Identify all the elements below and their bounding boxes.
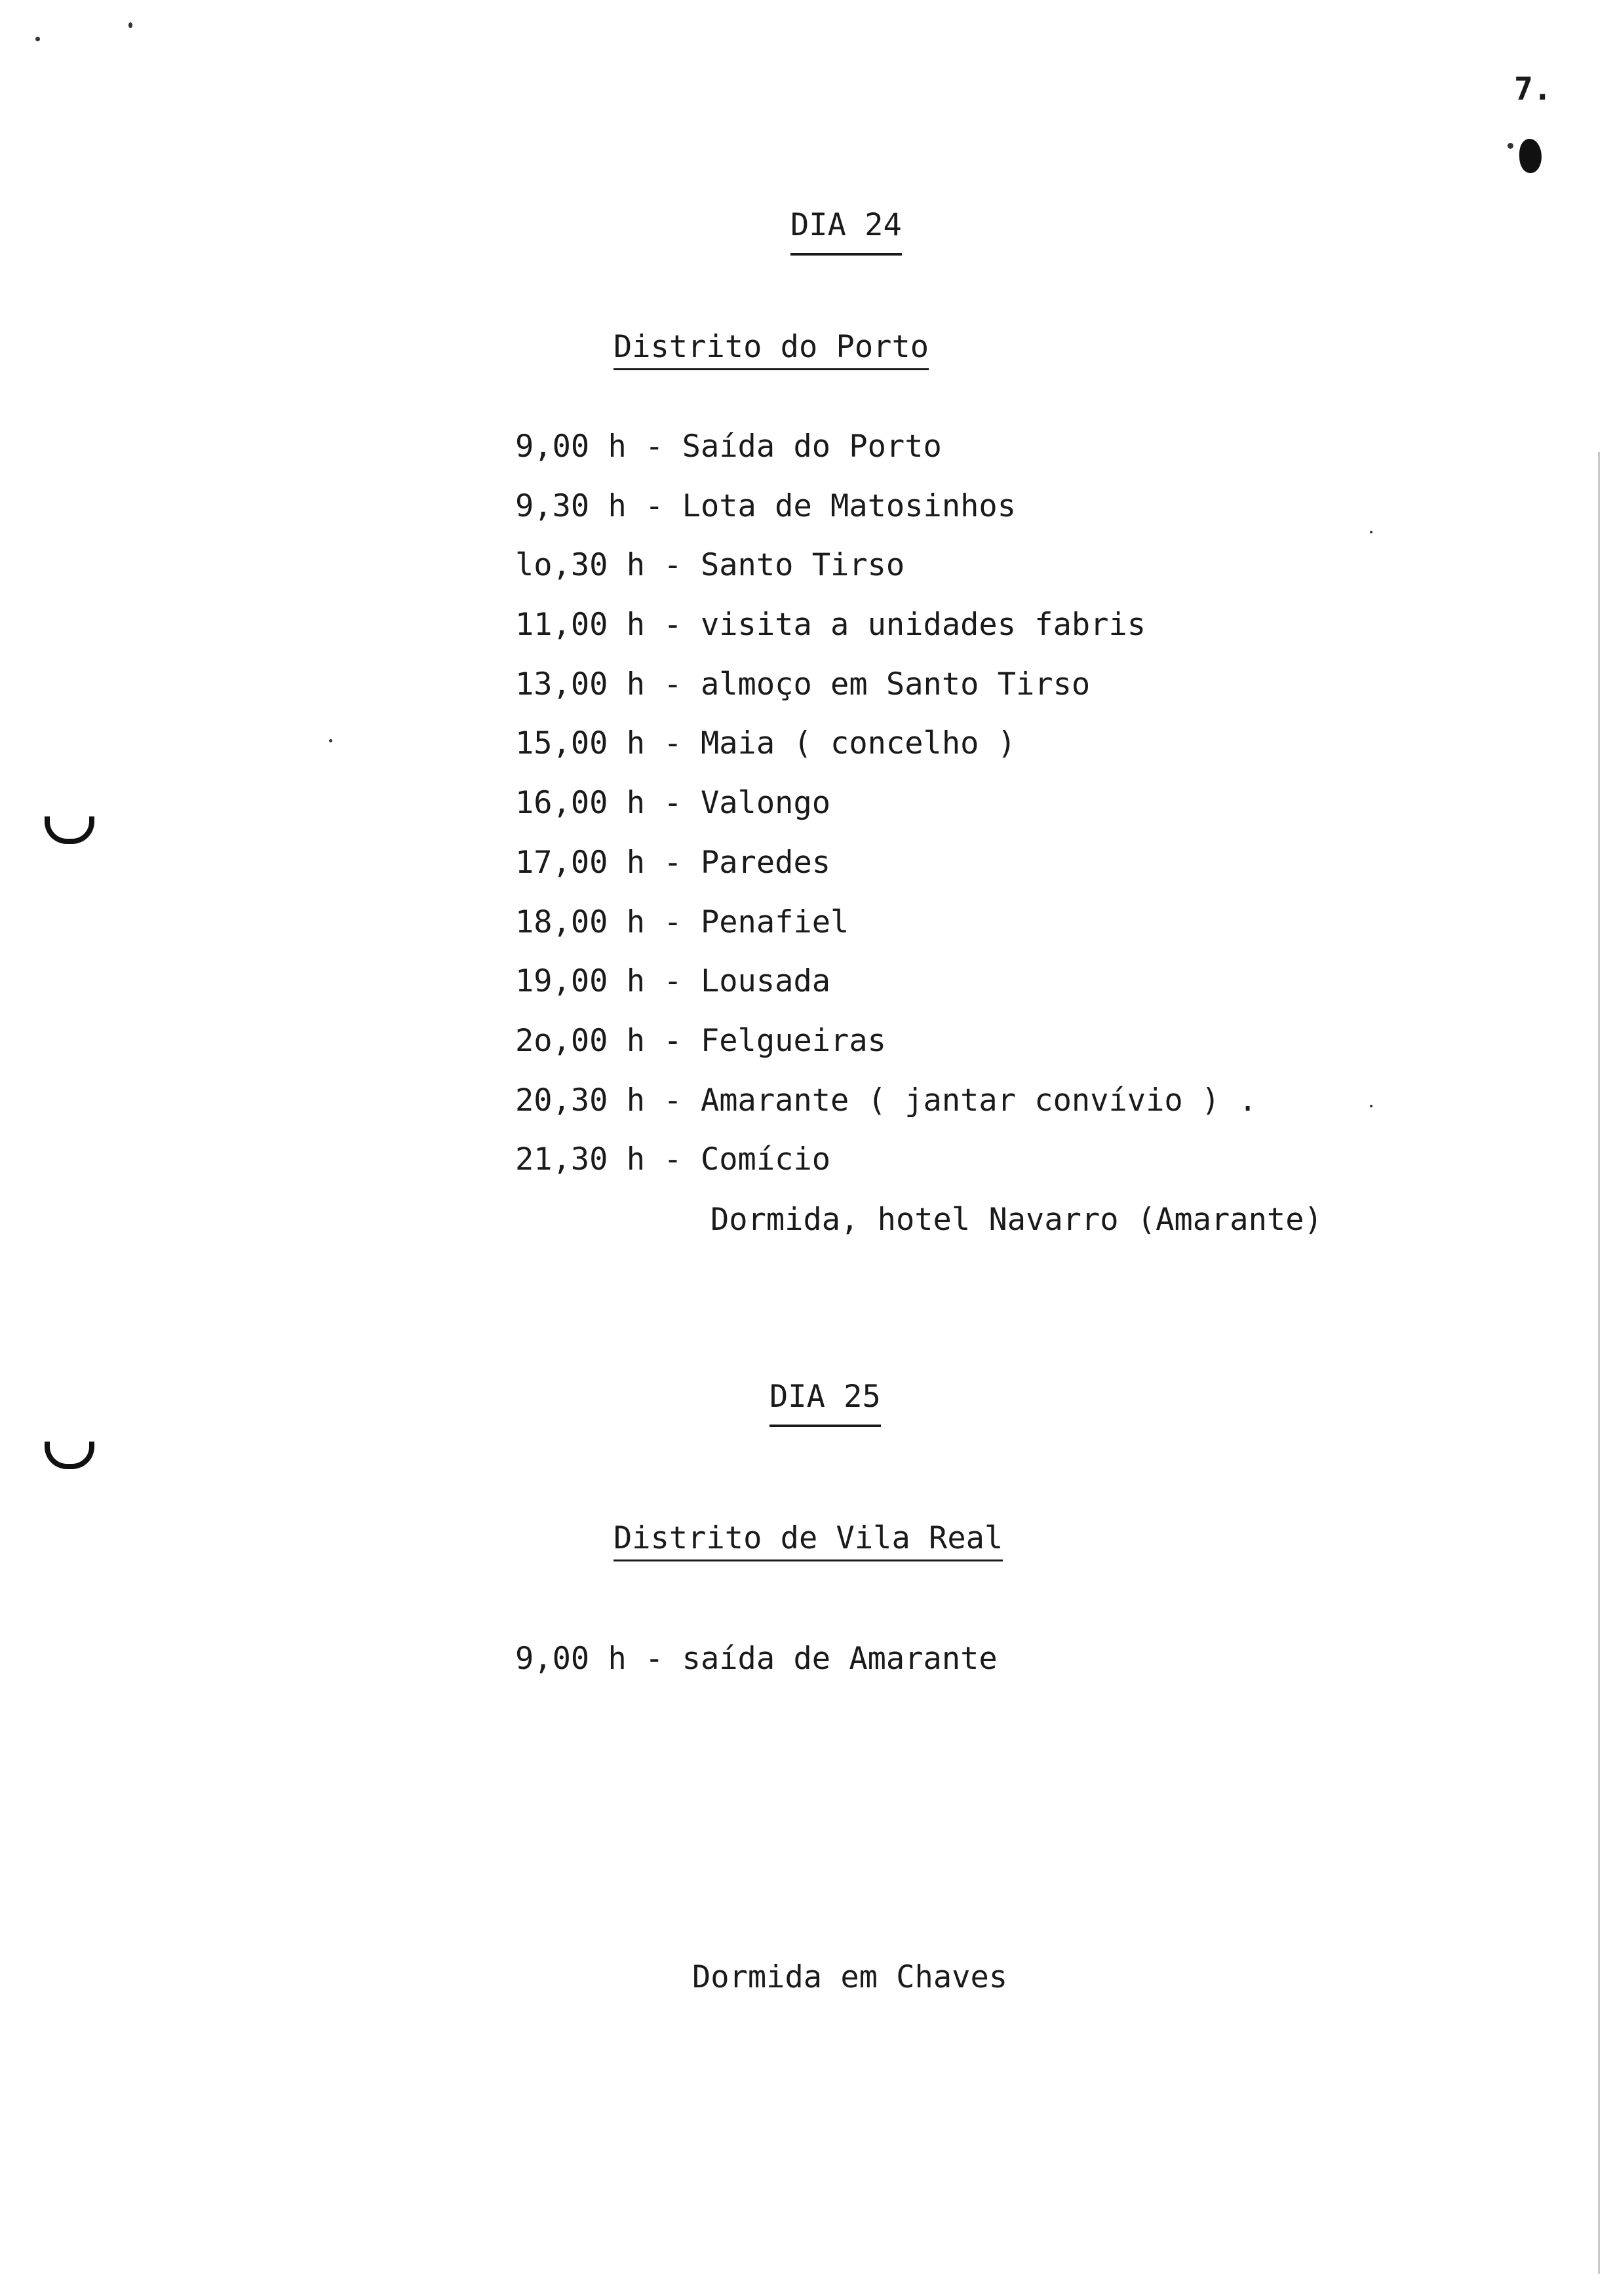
district-vila-real-heading: Distrito de Vila Real <box>613 1520 1003 1561</box>
stray-mark <box>35 37 40 41</box>
ink-blot <box>1519 139 1542 173</box>
schedule-item: 9,00 h - Saída do Porto <box>515 429 942 465</box>
binding-hole-mark <box>45 1442 94 1469</box>
schedule-item: 17,00 h - Paredes <box>515 844 831 881</box>
schedule-item: 11,00 h - visita a unidades fabris <box>515 607 1146 643</box>
stray-mark <box>128 22 132 28</box>
binding-hole-mark <box>45 816 94 844</box>
schedule-item: lo,30 h - Santo Tirso <box>515 547 905 584</box>
schedule-item: 9,30 h - Lota de Matosinhos <box>515 488 1017 524</box>
day-25-lodging: Dormida em Chaves <box>692 1959 1008 1995</box>
schedule-item: 18,00 h - Penafiel <box>515 904 849 940</box>
stray-mark <box>329 739 332 742</box>
stray-mark <box>1508 143 1513 149</box>
stray-mark <box>1370 1105 1372 1107</box>
schedule-item: 2o,00 h - Felgueiras <box>515 1022 886 1059</box>
schedule-item: 21,30 h - Comício <box>515 1141 831 1178</box>
page-edge-line <box>1598 452 1600 2274</box>
day-25-departure: 9,00 h - saída de Amarante <box>515 1641 998 1677</box>
day-24-schedule <box>515 423 1257 1196</box>
schedule-item: 15,00 h - Maia ( concelho ) <box>515 725 1017 762</box>
schedule-item: 19,00 h - Lousada <box>515 963 831 1000</box>
schedule-item: 13,00 h - almoço em Santo Tirso <box>515 666 1091 702</box>
stray-mark <box>1370 531 1372 533</box>
schedule-item: 20,30 h - Amarante ( jantar convívio ) . <box>515 1082 1257 1119</box>
page-number: 7. <box>1514 71 1552 107</box>
district-porto-heading: Distrito do Porto <box>613 329 929 370</box>
day-25-heading: DIA 25 <box>769 1379 881 1427</box>
day-24-lodging: Dormida, hotel Navarro (Amarante) <box>710 1202 1323 1238</box>
schedule-item: 16,00 h - Valongo <box>515 785 831 822</box>
day-24-heading: DIA 24 <box>790 207 902 256</box>
